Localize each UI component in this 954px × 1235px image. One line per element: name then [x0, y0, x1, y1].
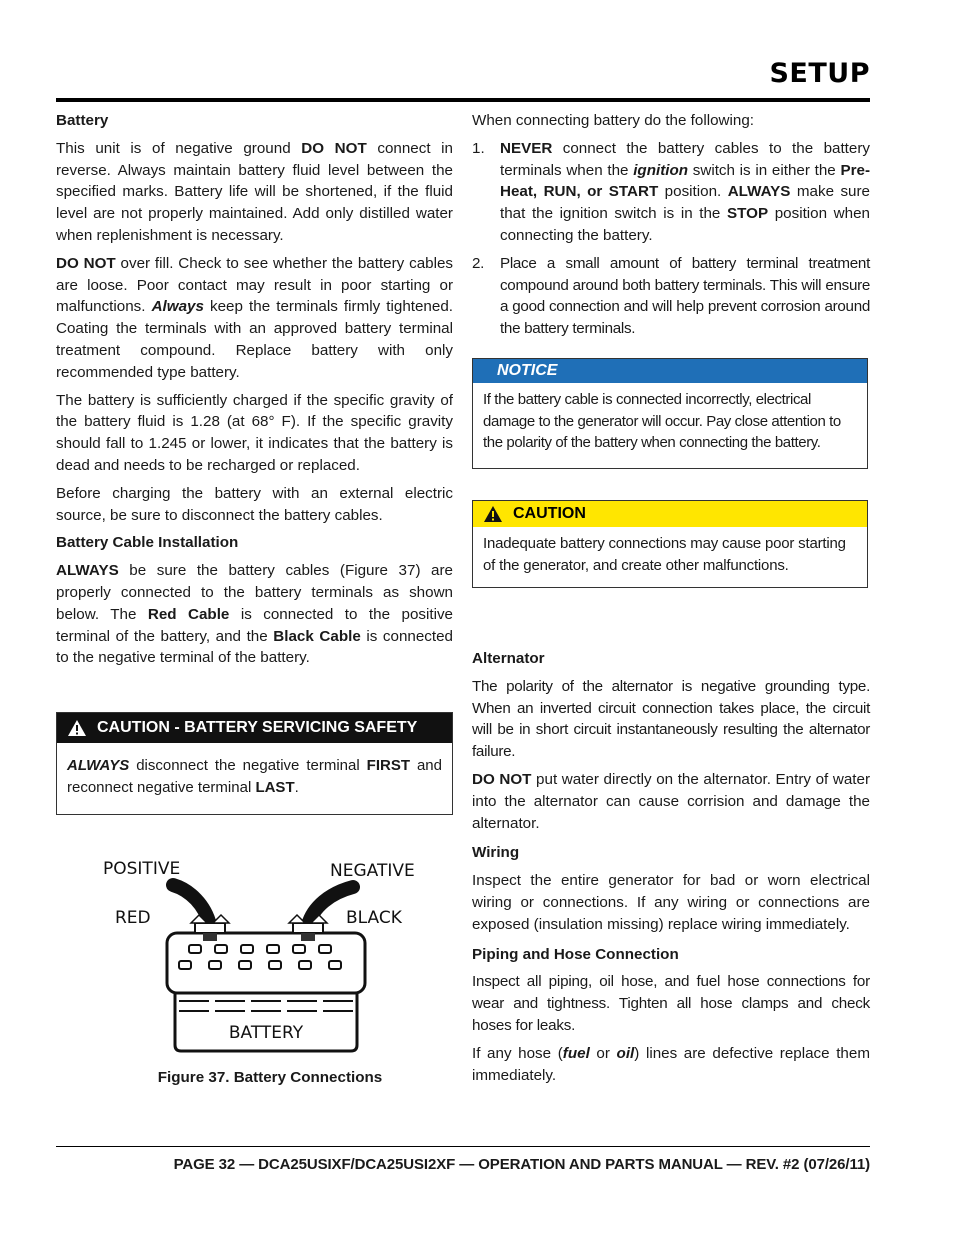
- cable-installation-heading: Battery Cable Installation: [56, 534, 239, 552]
- alternator-section: [472, 648, 870, 834]
- battery-paragraph-1: This unit is of negative ground DO NOT connect in reverse. Always maintain battery fluid level between the specified marks. Battery life will be shortened, if the fluid level are not properly maintained. Add only distilled water when replenishment is necessary.: [56, 139, 453, 244]
- positive-label: POSITIVE: [103, 859, 181, 879]
- battery-connections-figure: [95, 845, 435, 1060]
- battery-safety-caution-text: ALWAYS disconnect the negative terminal FIRST and reconnect negative terminal LAST.: [67, 757, 442, 796]
- alternator-paragraph-2: DO NOT put water directly on the alternator. Entry of water into the alternator can cause corrision and damage the alternator.: [472, 770, 871, 832]
- warning-icon: [483, 505, 503, 523]
- wiring-section: [472, 842, 870, 935]
- piping-paragraph-2: If any hose (fuel or oil) lines are defective replace them immediately.: [472, 1044, 870, 1084]
- battery-paragraph-4: Before charging the battery with an external electric source, be sure to disconnect the battery cables.: [56, 484, 453, 524]
- battery-safety-caution-title: CAUTION - BATTERY SERVICING SAFETY: [97, 719, 418, 736]
- battery-paragraph-3: The battery is sufficiently charged if the specific gravity of the battery fluid is 1.28 (at 68° F). If the specific gravity should fall to 1.245 or lower, it indicates that the battery is dead and needs to be recharged or replaced.: [56, 391, 453, 474]
- red-cable: [173, 885, 210, 925]
- left-column: [56, 110, 453, 675]
- negative-label: NEGATIVE: [330, 861, 415, 881]
- wiring-paragraph: Inspect the entire generator for bad or worn electrical wiring or connections. If any wiring or connections are exposed (insulation missing) replace wiring immediately.: [472, 872, 870, 933]
- caution-bar: [473, 501, 867, 527]
- caution-box: [472, 500, 868, 588]
- footer-rule: [56, 1146, 870, 1147]
- battery-paragraph-2: DO NOT over fill. Check to see whether the battery cables are loose. Poor contact may result in poor starting or malfunctions. Always keep the terminals firmly tightened. Coating the terminals with an approved battery terminal treatment compound. Replace battery with only recommended type battery.: [56, 254, 454, 381]
- piping-section: [472, 944, 870, 1087]
- right-column: [472, 110, 870, 346]
- cable-installation-paragraph: ALWAYS be sure the battery cables (Figure 37) are properly connected to the battery terminals as shown below. The Red Cable is connected to the positive terminal of the battery, and the Black Cable is connected to the negative terminal of the battery.: [56, 562, 454, 667]
- warning-icon: [67, 719, 87, 737]
- connecting-steps: [472, 138, 870, 340]
- black-label: BLACK: [346, 908, 402, 928]
- caution-text: Inadequate battery connections may cause poor starting of the generator, and create other malfunctions.: [483, 535, 846, 574]
- battery-label: BATTERY: [228, 1023, 304, 1043]
- notice-bar: NOTICE: [473, 359, 867, 383]
- page-title: SETUP: [769, 58, 870, 89]
- piping-heading: Piping and Hose Connection: [472, 945, 679, 963]
- step-1: 1. NEVER connect the battery cables to the battery terminals when the ignition switch is in either the Pre-Heat, RUN, or START position. ALWAYS make sure that the ignition switch is in the STOP position when connecting the battery.: [472, 139, 870, 244]
- wiring-heading: Wiring: [472, 844, 520, 862]
- alternator-paragraph-1: The polarity of the alternator is negative grounding type. When an inverted circuit connection takes place, the circuit will be in short circuit instantaneously resulting the alternator failure.: [472, 677, 870, 761]
- red-label: RED: [115, 908, 151, 928]
- battery-safety-caution-bar: [57, 713, 452, 743]
- caution-title: CAUTION: [513, 505, 586, 522]
- piping-paragraph-1: Inspect all piping, oil hose, and fuel hose connections for wear and tightness. Tighten all hose clamps and check hoses for leaks.: [472, 973, 870, 1034]
- page-footer: PAGE 32 — DCA25USIXF/DCA25USI2XF — OPERATION AND PARTS MANUAL — REV. #2 (07/26/11): [173, 1156, 870, 1173]
- notice-text: If the battery cable is connected incorrectly, electrical damage to the generator will occur. Pay close attention to the polarity of the battery when connecting the battery.: [483, 391, 841, 451]
- maintenance-sections: [472, 648, 870, 1094]
- connecting-intro: When connecting battery do the following:: [472, 112, 754, 129]
- step-2: 2. Place a small amount of battery terminal treatment compound around both battery terminals. This will ensure a good connection and will help prevent corrosion around the battery terminals.: [472, 254, 870, 338]
- battery-heading: Battery: [56, 112, 109, 129]
- notice-box: [472, 358, 868, 469]
- header-rule: [56, 98, 870, 102]
- battery-safety-caution-box: [56, 712, 453, 815]
- alternator-heading: Alternator: [472, 650, 545, 667]
- figure-caption: Figure 37. Battery Connections: [157, 1069, 383, 1086]
